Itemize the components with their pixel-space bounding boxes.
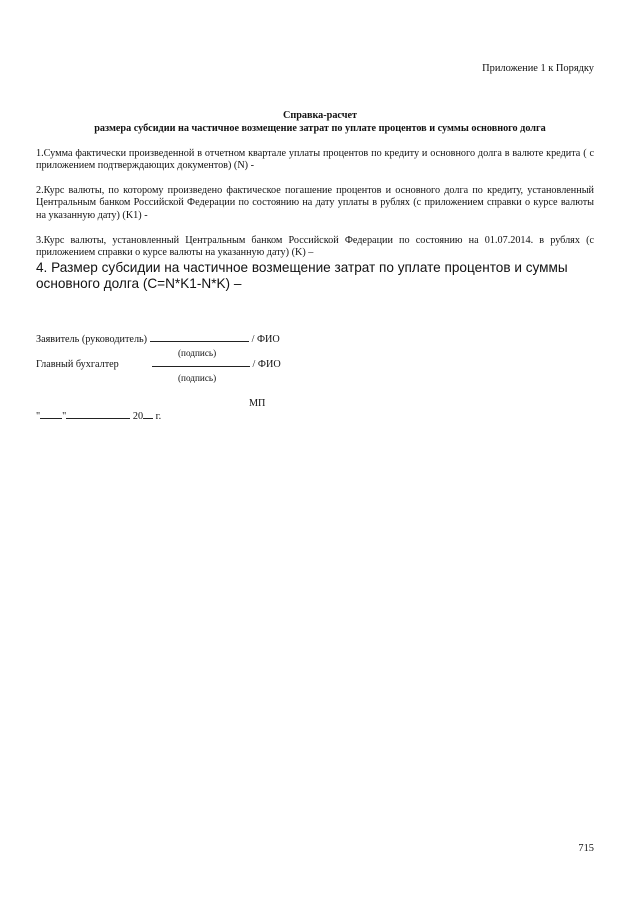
page-number: 715 (578, 843, 594, 854)
title-line-2: размера субсидии на частичное возмещение затрат по уплате процентов и суммы основного долга (94, 122, 546, 134)
paragraph-4: 4. Размер субсидии на частичное возмещение затрат по уплате процентов и суммы основного долга (C=N*K1-N*K) – (36, 260, 568, 291)
paragraph-1: 1.Сумма фактически произведенной в отчетном квартале уплаты процентов по кредиту и основного долга в валюте кредита ( с приложением подтверждающих документов) (N) - (36, 148, 594, 172)
applicant-signature-caption: (подпись) (178, 348, 217, 358)
accountant-signature-caption: (подпись) (178, 373, 217, 383)
accountant-signature-line (152, 365, 250, 367)
date-year-blank (143, 417, 153, 419)
date-century: 20 (132, 411, 144, 422)
date-quote-open: " (36, 411, 41, 422)
applicant-signature-row (36, 334, 280, 345)
paragraph-2: 2.Курс валюты, по которому произведено фактическое погашение процентов и основного долга по кредиту, установленный Центральным банком Российской Федерации по состоянию на дату уплаты в рублях (с приложением справки о курсе валюты на указанную дату) (K1) - (36, 185, 594, 221)
date-day-blank (40, 417, 62, 419)
applicant-name-suffix: / ФИО (251, 334, 280, 345)
paragraph-3: 3.Курс валюты, установленный Центральным банком Российской Федерации по состоянию на 01.07.2014. в рублях (с приложением справки о курсе валюты на указанную дату) (K) – (36, 235, 594, 259)
applicant-signature-line (150, 340, 249, 342)
accountant-name-suffix: / ФИО (252, 359, 281, 370)
annex-reference: Приложение 1 к Порядку (482, 63, 594, 74)
applicant-label: Заявитель (руководитель) (36, 334, 148, 345)
stamp-place: МП (249, 398, 266, 409)
date-quote-close: " (62, 411, 67, 422)
document-title (36, 110, 604, 135)
accountant-label: Главный бухгалтер (36, 359, 119, 370)
title-line-1: Справка-расчет (282, 110, 358, 121)
date-year-suffix: г. (155, 411, 162, 422)
date-line (36, 411, 161, 422)
date-month-blank (66, 417, 130, 419)
accountant-signature-row (36, 359, 281, 370)
